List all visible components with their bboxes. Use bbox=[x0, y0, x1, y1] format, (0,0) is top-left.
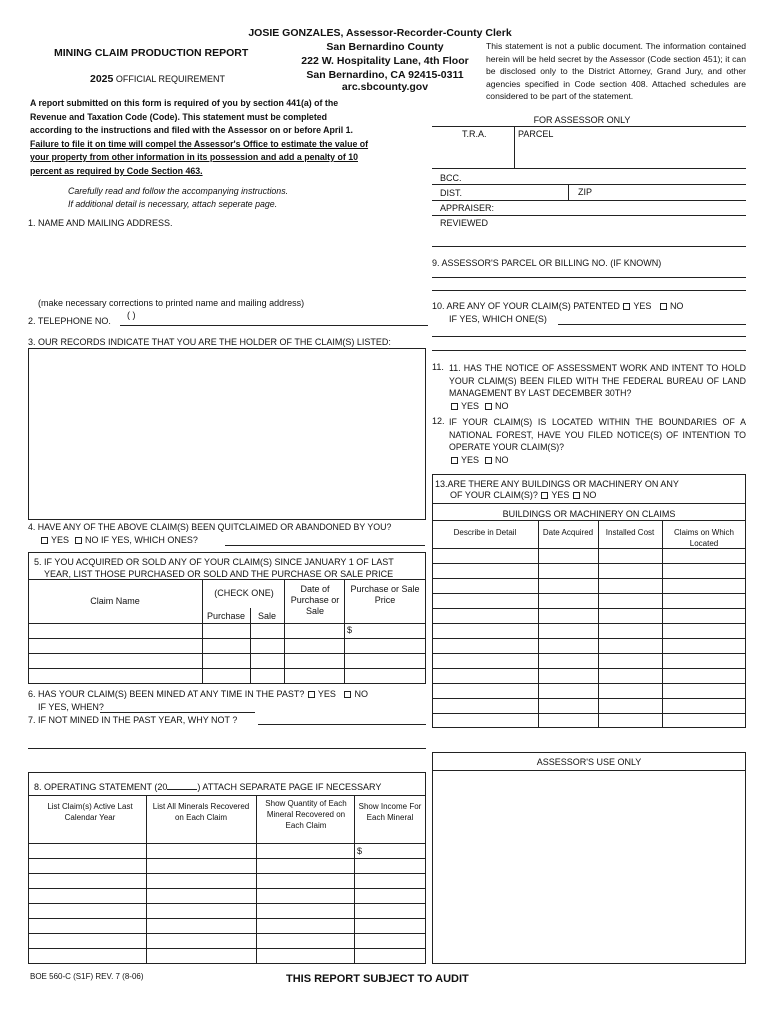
q10-no-checkbox[interactable] bbox=[660, 303, 667, 310]
address-line-2: San Bernardino, CA 92415-0311 bbox=[306, 69, 464, 81]
q5-dollar: $ bbox=[347, 625, 353, 635]
bcc-label: BCC. bbox=[440, 173, 462, 183]
q10-no-label: NO bbox=[669, 301, 684, 311]
intro-p1: A report submitted on this form is required of you by section 441(a) of the Revenue and Taxation Code (Code). This statement must be completed according to the instructions and filed with the Assessor on or before April 1. bbox=[30, 98, 353, 135]
q11-yes-checkbox[interactable] bbox=[451, 403, 458, 410]
bm-col-cost: Installed Cost bbox=[605, 528, 655, 537]
q6-label: 6. HAS YOUR CLAIM(S) BEEN MINED AT ANY TIME IN THE PAST? bbox=[28, 689, 305, 699]
parcel-label: PARCEL bbox=[518, 129, 554, 139]
clerk-name: JOSIE GONZALES, Assessor-Recorder-County Clerk bbox=[248, 27, 512, 39]
tra-label: T.R.A. bbox=[462, 129, 487, 139]
q5-col-price: Purchase or Sale Price bbox=[350, 584, 420, 605]
form-title: MINING CLAIM PRODUCTION REPORT bbox=[54, 47, 249, 59]
q13-no-checkbox[interactable] bbox=[573, 492, 580, 499]
q11-options bbox=[450, 401, 509, 411]
q12-no-label: NO bbox=[495, 455, 509, 465]
q5-col-sale: Sale bbox=[257, 611, 276, 621]
phone-input-line[interactable] bbox=[120, 325, 428, 326]
q13-no-label: NO bbox=[582, 490, 597, 500]
q7-why-not: 7. IF NOT MINED IN THE PAST YEAR, WHY NOT ? bbox=[28, 715, 238, 725]
q10-line-2[interactable] bbox=[432, 336, 746, 337]
q5-col-claim: Claim Name bbox=[90, 596, 140, 606]
intro-additional: If additional detail is necessary, attach seperate page. bbox=[68, 199, 278, 209]
q1-corrections: (make necessary corrections to printed name and mailing address) bbox=[38, 298, 305, 308]
county-name: San Bernardino County bbox=[326, 41, 444, 53]
q6-mined bbox=[28, 689, 368, 699]
q11-num: 11. bbox=[432, 362, 444, 372]
q11-yes-label: YES bbox=[461, 401, 480, 411]
q10-which: IF YES, WHICH ONE(S) bbox=[449, 314, 547, 324]
q6-no-label: NO bbox=[354, 689, 368, 699]
q4-quitclaimed: 4. HAVE ANY OF THE ABOVE CLAIM(S) BEEN QUITCLAIMED OR ABANDONED BY YOU? bbox=[28, 522, 392, 532]
q8-title bbox=[34, 782, 381, 792]
bm-col-describe: Describe in Detail bbox=[453, 528, 517, 537]
q12-yes-label: YES bbox=[461, 455, 480, 465]
q4-yes-label: YES bbox=[51, 535, 70, 545]
address-line-1: 222 W. Hospitality Lane, 4th Floor bbox=[301, 55, 469, 67]
q4-options bbox=[40, 535, 198, 545]
q4-no-label: NO IF YES, WHICH ONES? bbox=[85, 535, 198, 545]
q6-when-line[interactable] bbox=[100, 712, 255, 713]
q8-col-minerals: List All Minerals Recovered on Each Claim bbox=[152, 802, 250, 822]
assessor-use-title: ASSESSOR'S USE ONLY bbox=[536, 757, 642, 767]
bm-col-located: Claims on Which Located bbox=[673, 528, 734, 548]
appraiser-label: APPRAISER: bbox=[440, 203, 495, 213]
official-requirement bbox=[90, 73, 225, 85]
q8-col-claims: List Claim(s) Active Last Calendar Year bbox=[47, 802, 133, 822]
q13-label-b: OF YOUR CLAIM(S)? bbox=[450, 490, 538, 500]
q10-which-line[interactable] bbox=[558, 324, 746, 325]
dist-label: DIST. bbox=[440, 188, 463, 198]
q5-col-purchase: Purchase bbox=[206, 611, 246, 621]
q8-label: 8. OPERATING STATEMENT (20 bbox=[34, 782, 168, 792]
q12-num: 12. bbox=[432, 416, 445, 426]
q9-parcel-no: 9. ASSESSOR'S PARCEL OR BILLING NO. (IF KNOWN) bbox=[432, 258, 662, 268]
q5-line1: 5. IF YOU ACQUIRED OR SOLD ANY OF YOUR CLAIM(S) SINCE JANUARY 1 OF LAST bbox=[34, 557, 394, 567]
q10-yes-label: YES bbox=[633, 301, 652, 311]
audit-notice: THIS REPORT SUBJECT TO AUDIT bbox=[286, 973, 469, 985]
q6-no-checkbox[interactable] bbox=[344, 691, 351, 698]
q11-no-label: NO bbox=[495, 401, 509, 411]
intro-text bbox=[30, 97, 370, 178]
q5-col-date: Date of Purchase or Sale bbox=[290, 584, 340, 616]
phone-area-code: ( ) bbox=[127, 310, 136, 320]
q8-col-quantity: Show Quantity of Each Mineral Recovered on Each Claim bbox=[265, 799, 347, 830]
q9-line-2[interactable] bbox=[432, 290, 746, 291]
q6-yes-checkbox[interactable] bbox=[308, 691, 315, 698]
intro-instructions: Carefully read and follow the accompanying instructions. bbox=[68, 186, 289, 196]
q11-no-checkbox[interactable] bbox=[485, 403, 492, 410]
q9-line-1[interactable] bbox=[432, 277, 746, 278]
q10-yes-checkbox[interactable] bbox=[623, 303, 630, 310]
q6-when: IF YES, WHEN? bbox=[38, 702, 104, 712]
official-label: OFFICIAL REQUIREMENT bbox=[115, 74, 226, 84]
q8-rest: ) ATTACH SEPARATE PAGE IF NECESSARY bbox=[197, 782, 382, 792]
bm-col-date: Date Acquired bbox=[542, 528, 594, 537]
q12-yes-checkbox[interactable] bbox=[451, 457, 458, 464]
q12-no-checkbox[interactable] bbox=[485, 457, 492, 464]
bm-title: BUILDINGS OR MACHINERY ON CLAIMS bbox=[502, 509, 676, 519]
form-year: 2025 bbox=[90, 73, 114, 85]
q12-options bbox=[450, 455, 509, 465]
claims-listed-box bbox=[28, 348, 426, 520]
q13-options bbox=[450, 490, 596, 500]
q10-label: 10. ARE ANY OF YOUR CLAIM(S) PATENTED bbox=[432, 301, 620, 311]
q8-dollar: $ bbox=[357, 846, 363, 856]
q5-col-check: (CHECK ONE) bbox=[214, 588, 274, 598]
q12-national-forest: IF YOUR CLAIM(S) IS LOCATED WITHIN THE BOUNDARIES OF A NATIONAL FOREST, HAVE YOU FILED NOTICE(S) OF INTENTION TO OPERATE YOUR CLAIM(S)? bbox=[449, 417, 746, 452]
q7-line-2[interactable] bbox=[28, 748, 426, 749]
q4-no-checkbox[interactable] bbox=[75, 537, 82, 544]
zip-label: ZIP bbox=[578, 187, 593, 197]
q8-col-income: Show Income For Each Mineral bbox=[358, 802, 422, 822]
intro-p2: Failure to file it on time will compel the Assessor's Office to estimate the value of your property from other information in its possession and add a penalty of 10 percent as required by Code Section 463. bbox=[30, 138, 369, 176]
confidentiality-notice: This statement is not a public document. The information contained herein will be held secret by the Assessor (Code section 451); it can be disclosed only to the District Attorney, Grand Jury, and other agencies specified in Code section 408. Attached schedules are considered to be part of the statement. bbox=[486, 41, 746, 101]
q4-which-line[interactable] bbox=[225, 545, 425, 546]
q2-telephone-label: 2. TELEPHONE NO. bbox=[28, 316, 111, 326]
q10-line-3[interactable] bbox=[432, 350, 746, 351]
q7-line[interactable] bbox=[258, 724, 426, 725]
form-number: BOE 560-C (S1F) REV. 7 (8-06) bbox=[30, 972, 144, 981]
assessor-use-box bbox=[432, 752, 746, 964]
q10-patented bbox=[432, 301, 683, 311]
q11-blm-notice: 11. HAS THE NOTICE OF ASSESSMENT WORK AND INTENT TO HOLD YOUR CLAIM(S) BEEN FILED WITH THE FEDERAL BUREAU OF LAND MANAGEMENT BY LAST DECEMBER 30TH? bbox=[449, 363, 746, 398]
assessor-only-title: FOR ASSESSOR ONLY bbox=[533, 115, 631, 125]
reviewed-label: REVIEWED bbox=[440, 218, 489, 228]
q13-yes-checkbox[interactable] bbox=[541, 492, 548, 499]
website: arc.sbcounty.gov bbox=[341, 81, 429, 93]
q5-line2: YEAR, LIST THOSE PURCHASED OR SOLD AND THE PURCHASE OR SALE PRICE bbox=[44, 569, 394, 579]
q6-yes-label: YES bbox=[317, 689, 336, 699]
q13-buildings: 13.ARE THERE ANY BUILDINGS OR MACHINERY ON ANY bbox=[435, 479, 679, 489]
q1-name-address: 1. NAME AND MAILING ADDRESS. bbox=[28, 218, 173, 228]
q3-records: 3. OUR RECORDS INDICATE THAT YOU ARE THE HOLDER OF THE CLAIM(S) LISTED: bbox=[28, 337, 391, 347]
q4-yes-checkbox[interactable] bbox=[41, 537, 48, 544]
q13-yes-label: YES bbox=[551, 490, 570, 500]
